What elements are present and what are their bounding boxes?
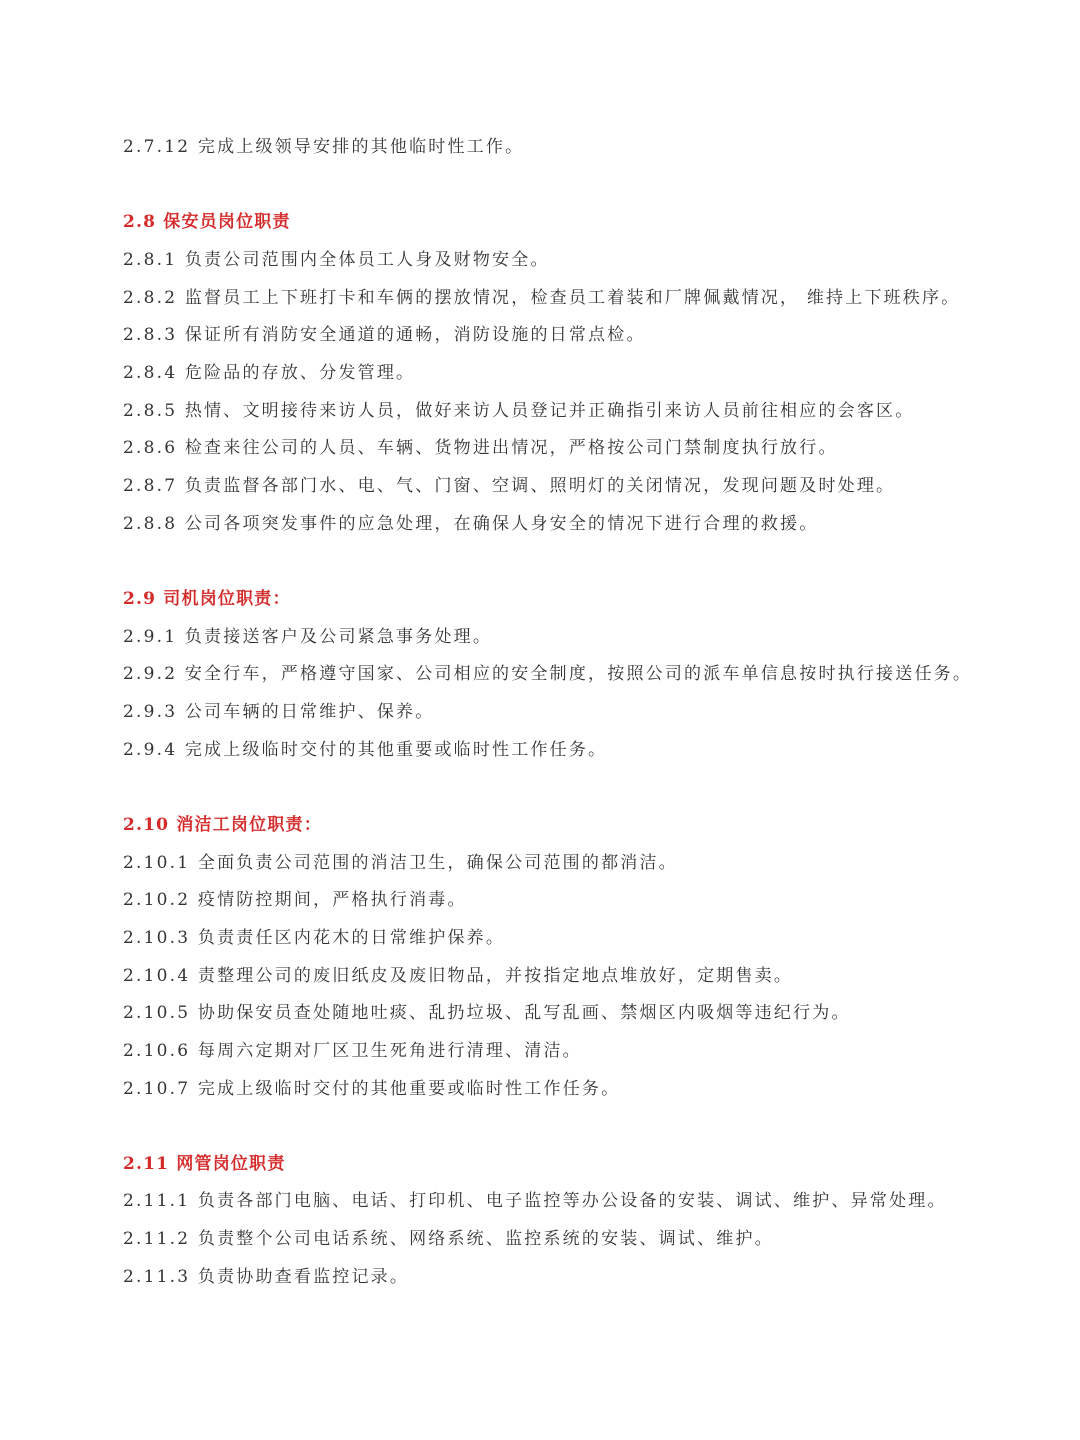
list-item: 2.8.5 热情、文明接待来访人员，做好来访人员登记并正确指引来访人员前往相应的会客区。 (123, 401, 915, 421)
list-item: 2.8.6 检查来往公司的人员、车辆、货物进出情况，严格按公司门禁制度执行放行。 (123, 438, 838, 458)
list-item: 2.10.3 负责责任区内花木的日常维护保养。 (123, 928, 506, 948)
section-heading-2-10: 2.10 消洁工岗位职责： (123, 815, 322, 835)
list-item: 2.10.7 完成上级临时交付的其他重要或临时性工作任务。 (123, 1079, 621, 1099)
list-item: 2.11.3 负责协助查看监控记录。 (123, 1267, 410, 1287)
section-heading-2-8: 2.8 保安员岗位职责 (123, 212, 291, 232)
section-heading-2-11: 2.11 网管岗位职责 (123, 1154, 286, 1174)
section-heading-2-9: 2.9 司机岗位职责： (123, 589, 291, 609)
list-item: 2.8.7 负责监督各部门水、电、气、门窗、空调、照明灯的关闭情况，发现问题及时处理。 (123, 476, 896, 496)
list-item: 2.10.4 责整理公司的废旧纸皮及废旧物品，并按指定地点堆放好，定期售卖。 (123, 966, 794, 986)
list-item: 2.10.2 疫情防控期间，严格执行消毒。 (123, 890, 467, 910)
list-item: 2.9.2 安全行车，严格遵守国家、公司相应的安全制度，按照公司的派车单信息按时执行接送任务。 (123, 664, 973, 684)
list-item: 2.8.3 保证所有消防安全通道的通畅，消防设施的日常点检。 (123, 325, 646, 345)
list-item: 2.8.4 危险品的存放、分发管理。 (123, 363, 416, 383)
list-item: 2.8.8 公司各项突发事件的应急处理，在确保人身安全的情况下进行合理的救援。 (123, 514, 819, 534)
intro-line: 2.7.12 完成上级领导安排的其他临时性工作。 (123, 137, 525, 157)
list-item: 2.10.1 全面负责公司范围的消洁卫生，确保公司范围的都消洁。 (123, 853, 678, 873)
list-item: 2.10.6 每周六定期对厂区卫生死角进行清理、清洁。 (123, 1041, 582, 1061)
list-item: 2.8.1 负责公司范围内全体员工人身及财物安全。 (123, 250, 550, 270)
list-item: 2.10.5 协助保安员查处随地吐痰、乱扔垃圾、乱写乱画、禁烟区内吸烟等违纪行为。 (123, 1003, 851, 1023)
list-item: 2.9.1 负责接送客户及公司紧急事务处理。 (123, 627, 493, 647)
list-item: 2.8.2 监督员工上下班打卡和车俩的摆放情况，检查员工着装和厂牌佩戴情况， 维持上下班秩序。 (123, 288, 961, 308)
list-item: 2.11.2 负责整个公司电话系统、网络系统、监控系统的安装、调试、维护。 (123, 1229, 774, 1249)
list-item: 2.9.3 公司车辆的日常维护、保养。 (123, 702, 435, 722)
list-item: 2.9.4 完成上级临时交付的其他重要或临时性工作任务。 (123, 740, 608, 760)
list-item: 2.11.1 负责各部门电脑、电话、打印机、电子监控等办公设备的安装、调试、维护、异常处理。 (123, 1191, 947, 1211)
